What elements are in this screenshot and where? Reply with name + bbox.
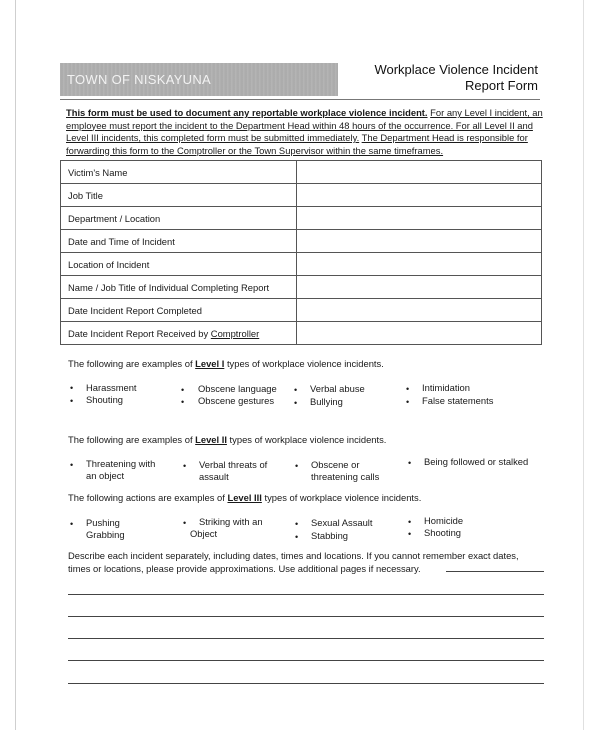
table-row xyxy=(61,230,542,253)
intro-p1: This form must be used to document any reportable workplace violence incident. xyxy=(66,107,428,118)
list-item: Obscene gestures xyxy=(198,395,275,406)
bullet: • xyxy=(408,517,412,527)
list-item: Threatening with xyxy=(86,458,156,469)
bullet: • xyxy=(181,385,185,395)
level2-label: Level II xyxy=(195,434,227,445)
job-title-field[interactable] xyxy=(297,184,542,207)
bullet: • xyxy=(181,397,185,407)
victim-name-field[interactable] xyxy=(297,161,542,184)
page-edge-right xyxy=(583,0,584,730)
table-row xyxy=(61,184,542,207)
field-label: Victim's Name xyxy=(61,161,297,184)
field-label: Date and Time of Incident xyxy=(61,230,297,253)
describe-line2: times or locations, please provide approximations. Use additional pages if necessary. xyxy=(68,563,421,574)
report-received-date-field[interactable] xyxy=(297,322,542,345)
bullet: • xyxy=(70,519,74,529)
report-completed-date-field[interactable] xyxy=(297,299,542,322)
bullet: • xyxy=(70,383,74,393)
list-item: Bullying xyxy=(310,396,343,407)
list-item: False statements xyxy=(422,395,494,406)
table-row xyxy=(61,161,542,184)
writing-line[interactable] xyxy=(68,594,544,595)
bullet: • xyxy=(295,461,299,471)
list-item: Sexual Assault xyxy=(311,517,373,528)
level1-label: Level I xyxy=(195,358,225,369)
form-title-line1: Workplace Violence Incident xyxy=(374,62,538,77)
list-item: Being followed or stalked xyxy=(424,456,529,467)
list-item-cont: assault xyxy=(199,471,229,482)
list-item: Intimidation xyxy=(422,382,470,393)
comptroller-text: Comptroller xyxy=(210,327,260,339)
field-label: Date Incident Report Completed xyxy=(61,299,297,322)
field-label: Department / Location xyxy=(61,207,297,230)
bullet: • xyxy=(406,397,410,407)
bullet: • xyxy=(70,396,74,406)
list-item: Harassment xyxy=(86,382,137,393)
bullet: • xyxy=(294,385,298,395)
list-item: Homicide xyxy=(424,515,464,526)
bullet: • xyxy=(294,398,298,408)
level3-label: Level III xyxy=(227,492,262,503)
table-row xyxy=(61,276,542,299)
incident-datetime-field[interactable] xyxy=(297,230,542,253)
intro-p3: The Department Head is responsible for forwarding this form to the Comptroller or the Town Supervisor within the same timeframes. xyxy=(66,132,528,156)
describe-line1: Describe each incident separately, including dates, times and locations. If you cannot remember exact dates, xyxy=(68,550,519,561)
bullet: • xyxy=(183,461,187,471)
bullet: • xyxy=(70,460,74,470)
field-label: Location of Incident xyxy=(61,253,297,276)
table-row xyxy=(61,299,542,322)
table-row xyxy=(61,207,542,230)
bullet: • xyxy=(408,458,412,468)
list-item: Grabbing xyxy=(86,529,125,540)
list-item: Pushing xyxy=(86,517,120,528)
bullet: • xyxy=(406,384,410,394)
field-label: Name / Job Title of Individual Completing Report xyxy=(61,276,297,299)
writing-line[interactable] xyxy=(68,638,544,639)
list-item: Obscene language xyxy=(198,383,277,394)
level2-intro: The following are examples of Level II types of workplace violence incidents. xyxy=(68,434,387,445)
list-item: Obscene or xyxy=(311,459,360,470)
list-item-cont: Object xyxy=(190,528,218,539)
completer-name-field[interactable] xyxy=(297,276,542,299)
bullet: • xyxy=(295,532,299,542)
header-rule xyxy=(60,99,540,100)
list-item-cont: an object xyxy=(86,470,125,481)
writing-line[interactable] xyxy=(68,660,544,661)
writing-line[interactable] xyxy=(68,616,544,617)
list-item: Verbal threats of xyxy=(199,459,268,470)
level3-intro: The following actions are examples of Level III types of workplace violence incidents. xyxy=(68,492,422,503)
incident-location-field[interactable] xyxy=(297,253,542,276)
form-title xyxy=(340,62,538,94)
table-row xyxy=(61,253,542,276)
list-item-cont: threatening calls xyxy=(311,471,380,482)
list-item: Verbal abuse xyxy=(310,383,365,394)
field-label-text: Date Incident Report Received by xyxy=(68,327,211,339)
list-item: Shooting xyxy=(424,527,462,538)
incident-details-table xyxy=(60,160,542,345)
field-label: Job Title xyxy=(61,184,297,207)
town-name: TOWN OF NISKAYUNA xyxy=(67,72,212,87)
writing-line[interactable] xyxy=(68,683,544,684)
page-edge-left xyxy=(15,0,16,730)
level1-intro: The following are examples of Level I types of workplace violence incidents. xyxy=(68,358,384,369)
table-row xyxy=(61,322,542,345)
field-label xyxy=(61,322,297,345)
intro-paragraph xyxy=(66,107,546,157)
form-title-line2: Report Form xyxy=(465,78,538,93)
list-item: Striking with an xyxy=(199,516,263,527)
bullet: • xyxy=(183,518,187,528)
department-location-field[interactable] xyxy=(297,207,542,230)
list-item: Shouting xyxy=(86,394,124,405)
describe-inline-blank[interactable] xyxy=(446,571,544,572)
list-item: Stabbing xyxy=(311,530,349,541)
bullet: • xyxy=(295,519,299,529)
bullet: • xyxy=(408,529,412,539)
intro-p2: For any Level I incident, an employee must report the incident to the Department Head within 48 hours of the occurrence. For all Level II and Level III incidents, this completed form must be submitted immediately. xyxy=(66,107,543,143)
